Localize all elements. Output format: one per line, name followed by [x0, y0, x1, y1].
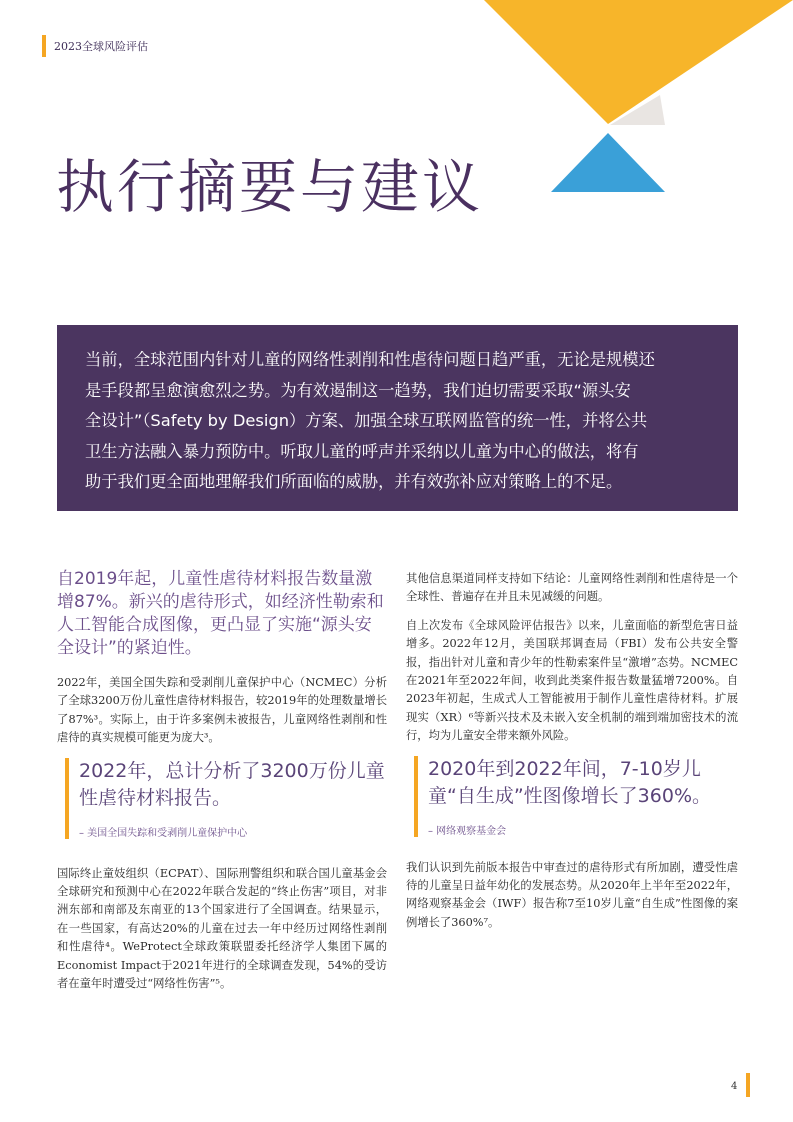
pull-quote-iwf	[406, 756, 738, 837]
page-title: 执行摘要与建议	[56, 153, 484, 221]
quote-text: 2020年到2022年间，7-10岁儿童“自生成”性图像增长了360%。	[428, 757, 712, 807]
quote-text: 2022年，总计分析了3200万份儿童性虐待材料报告。	[79, 759, 385, 809]
body-paragraph-new-harms: 自上次发布《全球风险评估报告》以来，儿童面临的新型危害日益增多。2022年12月，美国联邦调查局（FBI）发布公共安全警报，指出针对儿童和青少年的性勒索案件呈“激增”态势。NCMEC在2021年至2022年间，收到此类案件报告数量猛增7200%。自2023年初起，生成式人工智能被用于制作儿童性虐待材料。扩展现实（XR）⁶等新兴技术及未嵌入安全机制的端到端加密技术的流行，均为儿童安全带来额外风险。	[406, 618, 738, 743]
body-paragraph-ncmec: 2022年，美国全国失踪和受剥削儿童保护中心（NCMEC）分析了全球3200万份儿童性虐待材料报告，较2019年的处理数量增长了87%³。实际上，由于许多案例未被报告，儿童网络性剥削和性虐待的真实规模可能更为庞大³。	[57, 676, 387, 745]
decor-triangle-gray	[610, 95, 665, 125]
page-number: 4	[731, 1081, 738, 1092]
quote-source: – 美国全国失踪和受剥削儿童保护中心	[79, 827, 248, 839]
intro-line: 助于我们更全面地理解我们所面临的威胁，并有效弥补应对策略上的不足。	[85, 472, 623, 491]
header-accent-bar	[42, 35, 46, 57]
body-paragraph-younger-victims: 我们认识到先前版本报告中审查过的虐待形式有所加剧，遭受性虐待的儿童呈日益年幼化的发展态势。从2020年上半年至2022年，网络观察基金会（IWF）报告称7至10岁儿童“自生成”性图像的案例增长了360%⁷。	[406, 860, 738, 929]
body-paragraph-ecpat: 国际终止童妓组织（ECPAT）、国际刑警组织和联合国儿童基金会全球研究和预测中心在2022年联合发起的“终止伤害”项目，对非洲东部和南部及东南亚的13个国家进行了全国调查。结果显示，在一些国家，有高达20%的儿童在过去一年中经历过网络性剥削和性虐待⁴。WeProtect全球政策联盟委托经济学人集团下属的Economist Impact于2021年进行的全球调查发现，54%的受访者在童年时遭受过“网络性伤害”⁵。	[57, 866, 387, 991]
quote-accent-bar	[414, 756, 418, 837]
intro-summary-box	[57, 325, 738, 511]
decor-triangle-blue	[551, 133, 665, 192]
page-number-accent-bar	[746, 1073, 750, 1097]
intro-line: 是手段都呈愈演愈烈之势。为有效遏制这一趋势，我们迫切需要采取“源头安	[85, 380, 631, 400]
pull-quote-ncmec	[57, 758, 387, 839]
body-paragraph-sources: 其他信息渠道同样支持如下结论：儿童网络性剥削和性虐待是一个全球性、普遍存在并且未见减缓的问题。	[406, 572, 738, 604]
intro-line: 卫生方法融入暴力预防中。听取儿童的呼声并采纳以儿童为中心的做法，将有	[85, 441, 639, 461]
right-column	[406, 570, 738, 942]
quote-source: – 网络观察基金会	[428, 825, 507, 837]
lead-paragraph: 自2019年起，儿童性虐待材料报告数量激增87%。新兴的虐待形式，如经济性勒索和人工智能合成图像，更凸显了实施“源头安全设计”的紧迫性。	[57, 569, 384, 658]
quote-accent-bar	[65, 758, 69, 839]
intro-line: 全设计”（Safety by Design）方案、加强全球互联网监管的统一性，并将公共	[85, 411, 648, 430]
intro-line: 当前，全球范围内针对儿童的网络性剥削和性虐待问题日趋严重，无论是规模还	[85, 350, 655, 369]
report-label: 2023全球风险评估	[54, 40, 148, 53]
left-column	[57, 568, 387, 1003]
